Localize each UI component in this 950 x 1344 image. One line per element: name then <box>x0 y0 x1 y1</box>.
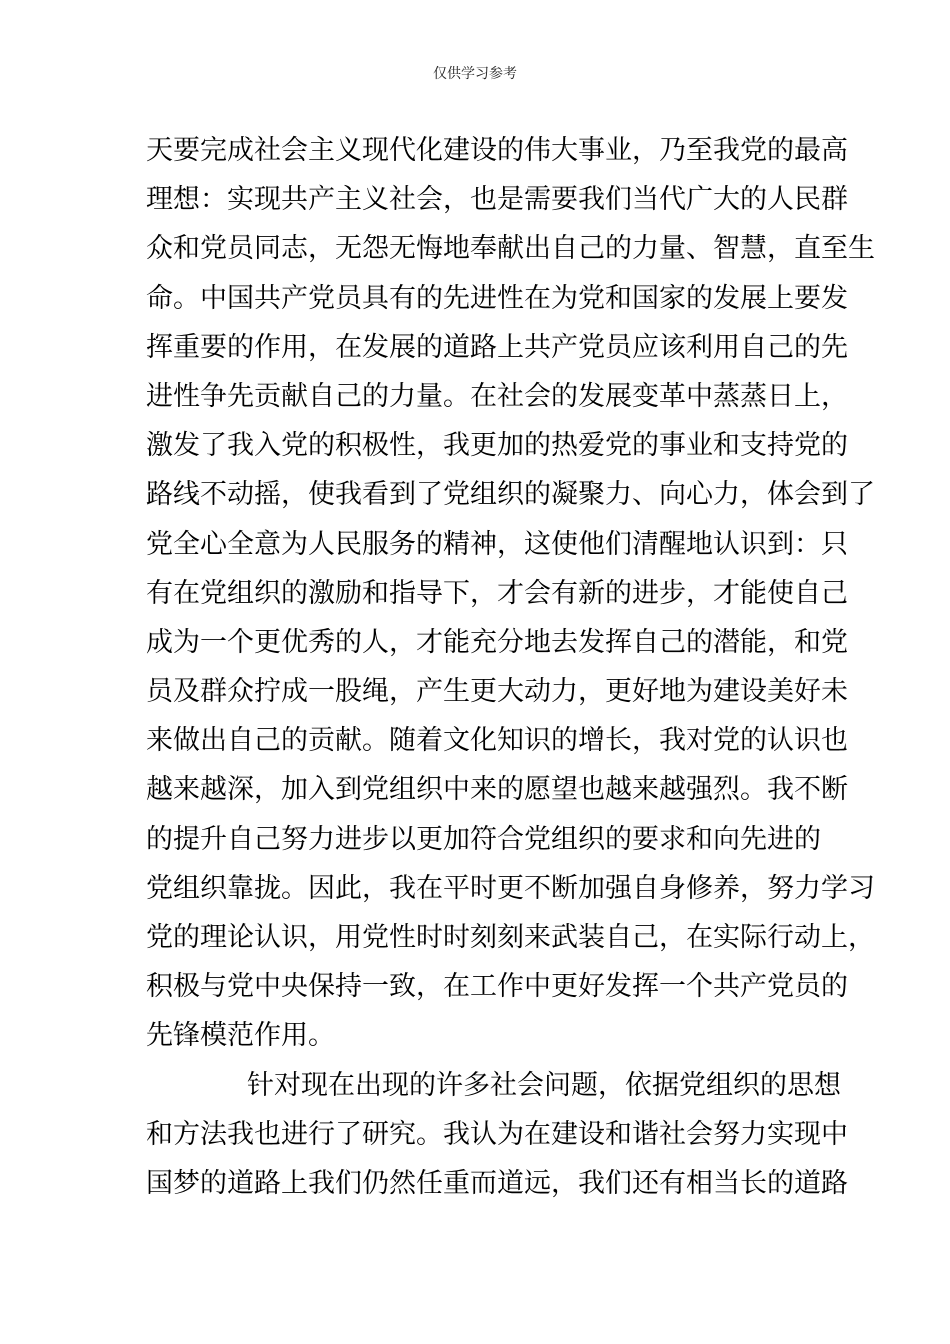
text-line: 员及群众拧成一股绳，产生更大动力，更好地为建设美好未 <box>146 676 848 708</box>
text-line: 针对现在出现的许多社会问题，依据党组织的思想 <box>247 1069 841 1101</box>
text-line: 党组织靠拢。因此，我在平时更不断加强自身修养，努力学习 <box>146 872 875 904</box>
text-line: 成为一个更优秀的人，才能充分地去发挥自己的潜能，和党 <box>146 626 848 658</box>
text-line: 众和党员同志，无怨无悔地奉献出自己的力量、智慧，直至生 <box>146 233 875 265</box>
text-line: 理想：实现共产主义社会，也是需要我们当代广大的人民群 <box>146 184 848 216</box>
text-line: 的提升自己努力进步以更加符合党组织的要求和向先进的 <box>146 823 821 855</box>
text-line: 挥重要的作用，在发展的道路上共产党员应该利用自己的先 <box>146 331 848 363</box>
text-line: 越来越深，加入到党组织中来的愿望也越来越强烈。我不断 <box>146 774 848 806</box>
text-line: 积极与党中央保持一致，在工作中更好发挥一个共产党员的 <box>146 971 848 1003</box>
body-text <box>146 126 875 1208</box>
text-line: 先锋模范作用。 <box>146 1020 335 1052</box>
text-line: 有在党组织的激励和指导下，才会有新的进步，才能使自己 <box>146 577 848 609</box>
text-line: 党的理论认识，用党性时时刻刻来武装自己，在实际行动上， <box>146 922 875 953</box>
paragraph-1 <box>146 126 875 1061</box>
text-line: 天要完成社会主义现代化建设的伟大事业，乃至我党的最高 <box>146 135 848 166</box>
text-line: 激发了我入党的积极性，我更加的热爱党的事业和支持党的 <box>146 430 848 462</box>
paragraph-2 <box>146 1061 848 1209</box>
text-line: 进性争先贡献自己的力量。在社会的发展变革中蒸蒸日上， <box>146 380 848 412</box>
text-line: 和方法我也进行了研究。我认为在建设和谐社会努力实现中 <box>146 1118 848 1150</box>
text-line: 命。中国共产党员具有的先进性在为党和国家的发展上要发 <box>146 282 848 314</box>
text-line: 国梦的道路上我们仍然任重而道远，我们还有相当长的道路 <box>146 1167 848 1199</box>
page-header: 仅供学习参考 <box>433 66 517 82</box>
text-line: 党全心全意为人民服务的精神，这使他们清醒地认识到：只 <box>146 528 848 560</box>
text-line: 来做出自己的贡献。随着文化知识的增长，我对党的认识也 <box>146 725 848 757</box>
text-line: 路线不动摇，使我看到了党组织的凝聚力、向心力，体会到了 <box>146 479 875 511</box>
